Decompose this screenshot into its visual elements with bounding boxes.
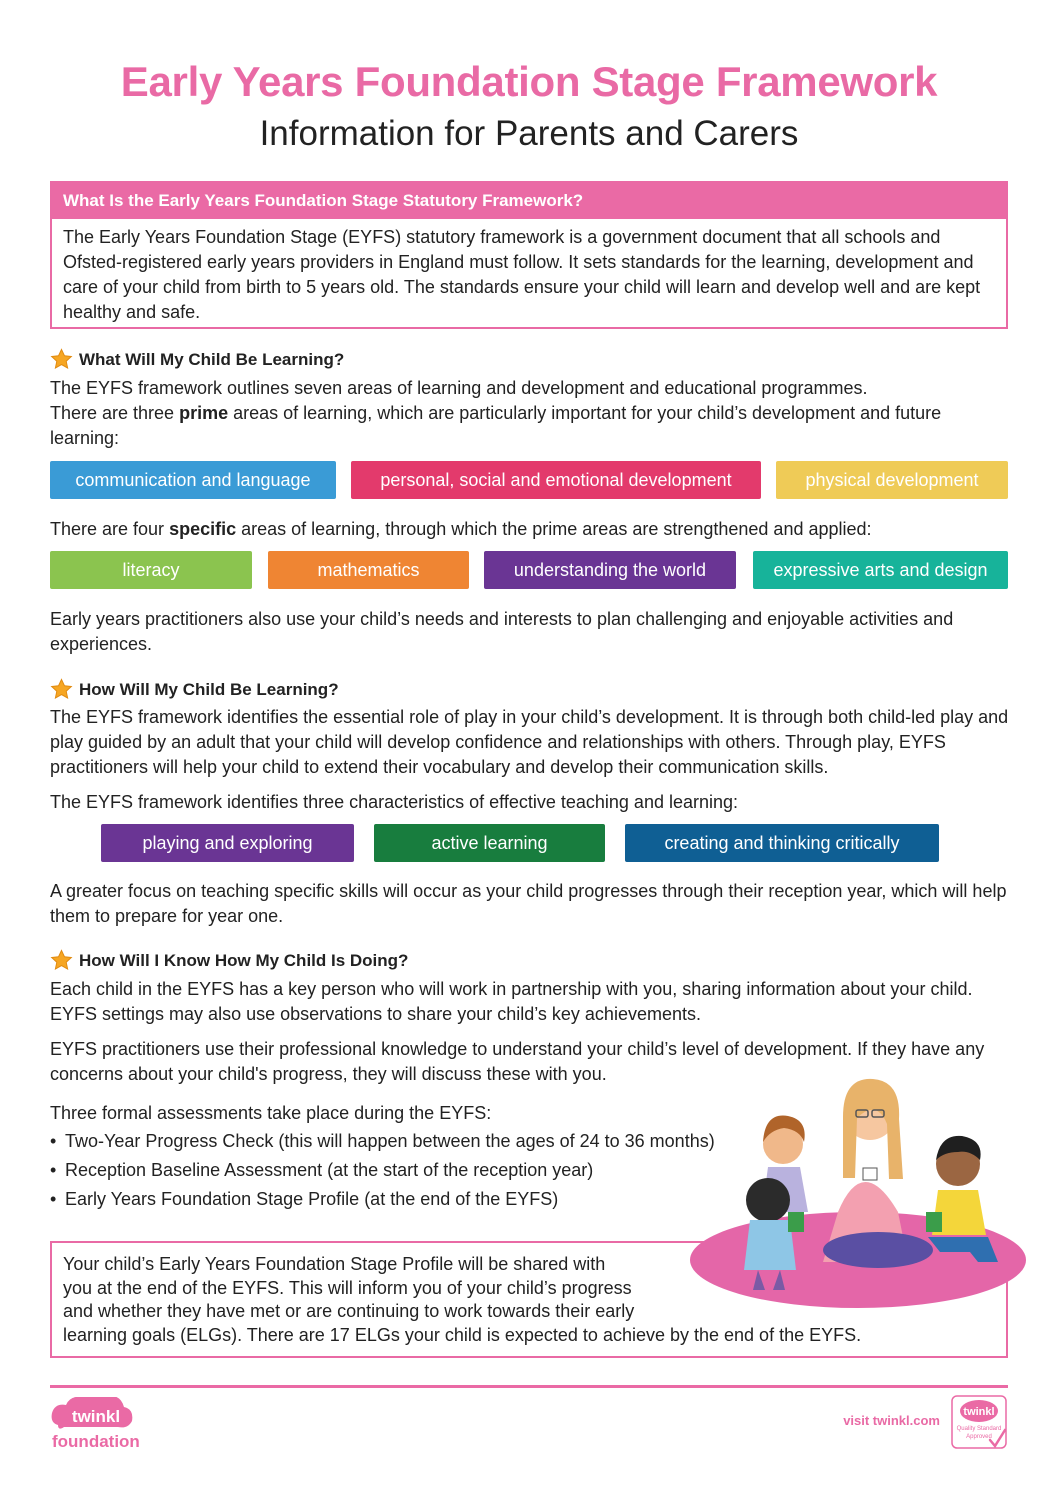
section-know-heading <box>50 949 408 972</box>
badge-brand: twinkl <box>963 1406 995 1418</box>
how-para-3: A greater focus on teaching specific skills will occur as your child progresses through their reception year, which will help them to prepare for year one. <box>50 881 1007 926</box>
specific-text-before: There are four <box>50 519 170 539</box>
how-para-2: The EYFS framework identifies three characteristics of effective teaching and learning: <box>50 792 739 812</box>
characteristic-chip: active learning <box>374 824 605 862</box>
profile-line: and whether they have met or are continuing to work towards their early <box>63 1301 635 1321</box>
characteristic-chip: creating and thinking critically <box>625 824 939 862</box>
twinkl-foundation-logo <box>50 1397 140 1453</box>
logo-text-bottom: foundation <box>52 1432 140 1451</box>
list-item: • Two-Year Progress Check (this will happen between the ages of 24 to 36 months) <box>50 1127 770 1156</box>
know-para-3: Three formal assessments take place during the EYFS: <box>50 1103 492 1123</box>
specific-area-chip: understanding the world <box>484 551 736 589</box>
profile-line: learning goals (ELGs). There are 17 ELGs your child is expected to achieve by the end of the EYFS. <box>63 1324 862 1345</box>
section-learning-title: What Will My Child Be Learning? <box>79 349 345 369</box>
badge-line-2: Approved <box>966 1434 992 1440</box>
specific-area-chip: literacy <box>50 551 252 589</box>
quality-badge <box>950 1394 1008 1450</box>
prime-area-chip: personal, social and emotional development <box>351 461 761 499</box>
specific-area-chip: expressive arts and design <box>753 551 1008 589</box>
section-how-heading <box>50 678 339 701</box>
prime-text-after: areas of learning, which are particularly important for your child’s development and future learning: <box>50 403 942 448</box>
specific-bold: specific <box>169 519 237 539</box>
specific-intro <box>50 517 1010 542</box>
prime-bold: prime <box>179 403 229 423</box>
section-how-title: How Will My Child Be Learning? <box>79 679 339 699</box>
learning-intro-line-2 <box>50 401 1010 451</box>
learning-intro-line-1: The EYFS framework outlines seven areas of learning and development and educational programmes. <box>50 378 868 398</box>
star-icon <box>50 678 73 701</box>
list-item: • Early Years Foundation Stage Profile (at the end of the EYFS) <box>50 1185 770 1214</box>
list-item: • Reception Baseline Assessment (at the start of the reception year) <box>50 1156 770 1185</box>
prime-area-chip: communication and language <box>50 461 336 499</box>
learning-outro: Early years practitioners also use your child’s needs and interests to plan challenging and enjoyable activities and experiences. <box>50 609 954 654</box>
intro-box <box>50 181 1008 329</box>
characteristic-chip: playing and exploring <box>101 824 354 862</box>
intro-box-heading: What Is the Early Years Foundation Stage Statutory Framework? <box>52 183 1006 219</box>
section-learning-heading <box>50 348 344 371</box>
footer-divider <box>50 1385 1008 1388</box>
prime-area-chip: physical development <box>776 461 1008 499</box>
know-para-2: EYFS practitioners use their professional knowledge to understand your child’s level of development. If they have any concerns about your child's progress, they will discuss these with you. <box>50 1039 985 1084</box>
page-title: Early Years Foundation Stage Framework <box>120 58 938 105</box>
profile-line: you at the end of the EYFS. This will inform you of your child’s progress <box>63 1277 632 1298</box>
children-reading-illustration <box>688 1072 1028 1310</box>
logo-text-top: twinkl <box>71 1407 121 1426</box>
specific-area-chip: mathematics <box>268 551 469 589</box>
section-know-title: How Will I Know How My Child Is Doing? <box>79 950 409 970</box>
intro-box-body: The Early Years Foundation Stage (EYFS) statutory framework is a government document that all schools and Ofsted-registered early years providers in England must follow. It sets standards for the learning, development and care of your child from birth to 5 years old. The standards ensure your child will learn and develop well and are kept healthy and safe. <box>63 227 981 322</box>
how-para-1: The EYFS framework identifies the essential role of play in your child’s development. It is through both child-led play and play guided by an adult that your child will develop confidence and relationships with others. Through play, EYFS practitioners will help your child to extend their vocabulary and develop their communication skills. <box>50 707 1009 777</box>
know-para-1: Each child in the EYFS has a key person who will work in partnership with you, sharing information about your child. EYFS settings may also use observations to share your child’s key achievements. <box>50 979 973 1024</box>
assessment-list <box>50 1127 770 1214</box>
specific-text-after: areas of learning, through which the prime areas are strengthened and applied: <box>236 519 872 539</box>
footer-link[interactable]: visit twinkl.com <box>843 1413 940 1428</box>
prime-text-before: There are three <box>50 403 180 423</box>
profile-line: Your child’s Early Years Foundation Stage Profile will be shared with <box>63 1254 606 1274</box>
section-learning-intro <box>50 376 1010 451</box>
page-subtitle: Information for Parents and Carers <box>259 114 799 153</box>
badge-line-1: Quality Standard <box>956 1426 1002 1432</box>
star-icon <box>50 949 73 972</box>
star-icon <box>50 348 73 371</box>
